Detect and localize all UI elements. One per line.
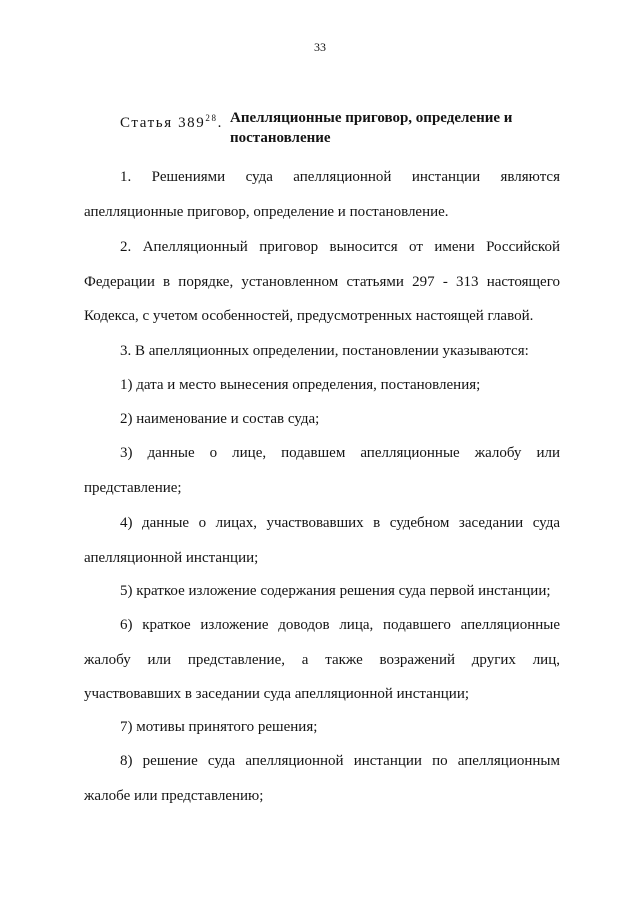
- list-item-8: 8) решение суда апелляционной инстанции по апелляционным жалобе или представлению;: [84, 753, 560, 804]
- article-label: Статья $389^{28}$.: [120, 113, 223, 131]
- article-title: Апелляционные приговор, определение и постановление: [230, 110, 513, 146]
- paragraph-3: 3. В апелляционных определении, постановлении указываются:: [120, 343, 529, 359]
- article-number-superscript: 28: [205, 113, 218, 123]
- list-item-4: 4) данные о лицах, участвовавших в судебном заседании суда апелляционной инстанции;: [84, 515, 560, 566]
- list-item-7: 7) мотивы принятого решения;: [120, 719, 318, 735]
- list-item-5: 5) краткое изложение содержания решения суда первой инстанции;: [120, 583, 551, 599]
- article-number: $389^{28}$.: [178, 113, 223, 131]
- list-item-2: 2) наименование и состав суда;: [120, 411, 320, 427]
- list-item-3: 3) данные о лице, подавшем апелляционные жалобу или представление;: [84, 445, 560, 496]
- list-item-6: 6) краткое изложение доводов лица, подавшего апелляционные жалобу или представление, а также возражений других лиц, участвовавших в заседании суда апелляционной инстанции;: [84, 617, 560, 702]
- paragraph-2: 2. Апелляционный приговор выносится от имени Российской Федерации в порядке, установленном статьями 297 - 313 настоящего Кодекса, с учетом особенностей, предусмотренных настоящей главой.: [84, 239, 560, 324]
- list-item-1: 1) дата и место вынесения определения, постановления;: [120, 377, 481, 393]
- paragraph-1: 1. Решениями суда апелляционной инстанции являются апелляционные приговор, определение и постановление.: [84, 169, 560, 220]
- page-number: 33: [314, 40, 326, 54]
